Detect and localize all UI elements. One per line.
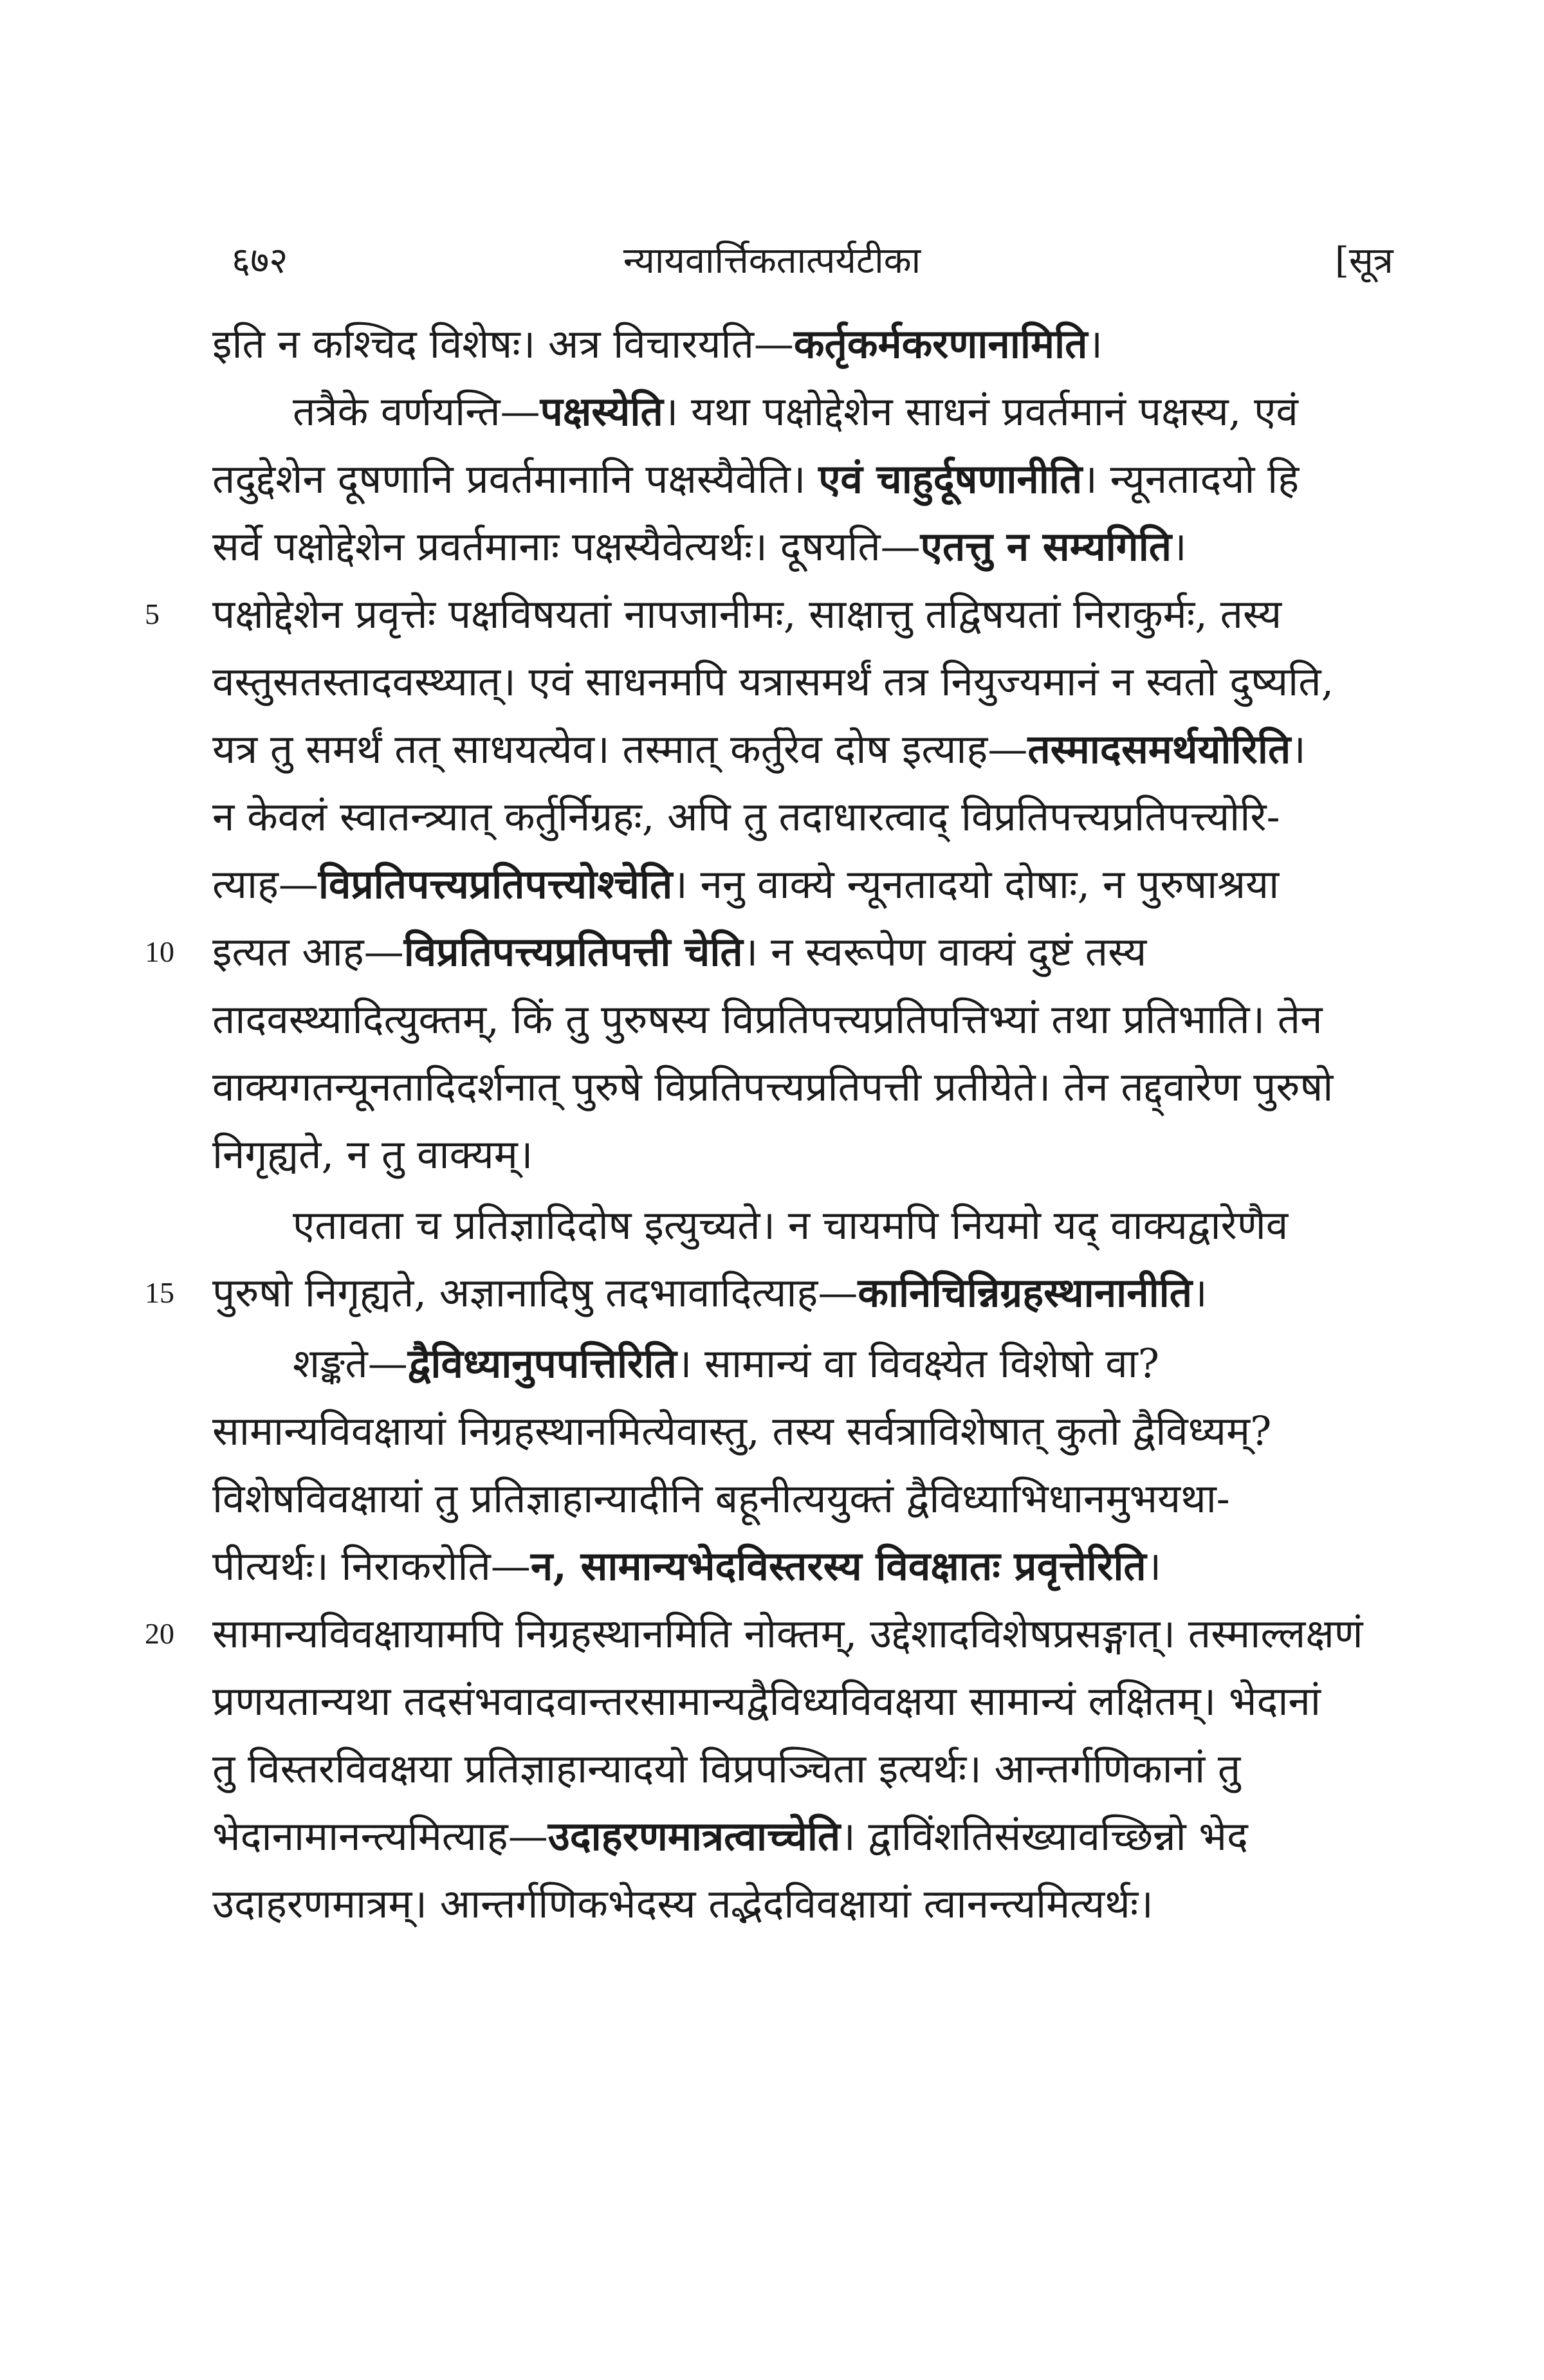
text-line: उदाहरणमात्रम्। आन्तर्गणिकभेदस्य तद्भेदविवक्षायां त्वानन्त्यमित्यर्थः। (212, 1880, 1153, 1927)
line-number: 10 (145, 935, 174, 968)
line-number: 5 (145, 598, 160, 630)
line-number: 15 (145, 1276, 174, 1309)
line-number: 20 (145, 1617, 174, 1650)
text-line: पक्षोद्देशेन प्रवृत्तेः पक्षविषयतां नापजानीमः, साक्षात्तु तद्विषयतां निराकुर्मः, तस्य (212, 590, 1282, 637)
text-line: एतावता च प्रतिज्ञादिदोष इत्युच्यते। न चायमपि नियमो यद् वाक्यद्वारेणैव (293, 1202, 1289, 1249)
running-title: न्यायवार्त्तिकतात्पर्यटीका (623, 240, 921, 282)
text-line: तत्रैके वर्णयन्ति—पक्षस्येति। यथा पक्षोद्देशेन साधनं प्रवर्तमानं पक्षस्य, एवं (293, 388, 1298, 435)
text-line: सामान्यविवक्षायामपि निग्रहस्थानमिति नोक्तम्, उद्देशादविशेषप्रसङ्गात्। तस्माल्लक्षणं (212, 1610, 1363, 1657)
text-line: शङ्कते—द्वैविध्यानुपपत्तिरिति। सामान्यं वा विवक्ष्येत विशेषो वा? (293, 1340, 1159, 1387)
text-line: प्रणयतान्यथा तदसंभवादवान्तरसामान्यद्वैविध्यविवक्षया सामान्यं लक्षितम्। भेदानां (212, 1678, 1321, 1725)
text-line: पीत्यर्थः। निराकरोति—न, सामान्यभेदविस्तरस्य विवक्षातः प्रवृत्तेरिति। (212, 1542, 1162, 1589)
running-header (0, 235, 1544, 293)
text-line: सर्वे पक्षोद्देशेन प्रवर्तमानाः पक्षस्यैवेत्यर्थः। दूषयति—एतत्तु न सम्यगिति। (212, 523, 1187, 570)
text-line: विशेषविवक्षायां तु प्रतिज्ञाहान्यादीनि बहूनीत्ययुक्तं द्वैविध्याभिधानमुभयथा- (212, 1475, 1230, 1522)
text-line: वस्तुसतस्तादवस्थ्यात्। एवं साधनमपि यत्रासमर्थं तत्र नियुज्यमानं न स्वतो दुष्यति, (212, 658, 1334, 705)
text-line: वाक्यगतन्यूनतादिदर्शनात् पुरुषे विप्रतिपत्त्यप्रतिपत्ती प्रतीयेते। तेन तद्द्वारेण पुरुषो (212, 1063, 1334, 1110)
text-line: सामान्यविवक्षायां निग्रहस्थानमित्येवास्तु, तस्य सर्वत्राविशेषात् कुतो द्वैविध्यम्? (212, 1407, 1272, 1454)
text-line: इत्यत आह—विप्रतिपत्त्यप्रतिपत्ती चेति। न स्वरूपेण वाक्यं दुष्टं तस्य (212, 928, 1147, 975)
section-reference: [सूत्र (1335, 240, 1393, 282)
page-number: ६७२ (232, 240, 288, 282)
text-line: यत्र तु समर्थं तत् साधयत्येव। तस्मात् कर्तुरेव दोष इत्याह—तस्मादसमर्थयोरिति। (212, 726, 1306, 773)
text-line: त्याह—विप्रतिपत्त्यप्रतिपत्त्योश्चेति। ननु वाक्ये न्यूनतादयो दोषाः, न पुरुषाश्रया (212, 861, 1280, 908)
text-line: तादवस्थ्यादित्युक्तम्, किं तु पुरुषस्य विप्रतिपत्त्यप्रतिपत्तिभ्यां तथा प्रतिभाति। तेन (212, 996, 1323, 1043)
text-line: तु विस्तरविवक्षया प्रतिज्ञाहान्यादयो विप्रपञ्चिता इत्यर्थः। आन्तर्गणिकानां तु (212, 1745, 1241, 1792)
text-line: तदुद्देशेन दूषणानि प्रवर्तमानानि पक्षस्यैवेति। एवं चाहुर्दूषणानीति। न्यूनतादयो हि (212, 455, 1300, 502)
text-line: निगृह्यते, न तु वाक्यम्। (212, 1131, 533, 1178)
text-line: भेदानामानन्त्यमित्याह—उदाहरणमात्रत्वाच्चेति। द्वाविंशतिसंख्यावच्छिन्नो भेद (212, 1813, 1248, 1860)
text-line: पुरुषो निगृह्यते, अज्ञानादिषु तदभावादित्याह—कानिचिन्निग्रहस्थानानीति। (212, 1269, 1208, 1316)
text-line: न केवलं स्वातन्त्र्यात् कर्तुर्निग्रहः, अपि तु तदाधारत्वाद् विप्रतिपत्त्यप्रतिपत्त्योरि- (212, 793, 1280, 840)
text-line: इति न कश्चिद विशेषः। अत्र विचारयति—कर्तृकर्मकरणानामिति। (212, 320, 1103, 367)
